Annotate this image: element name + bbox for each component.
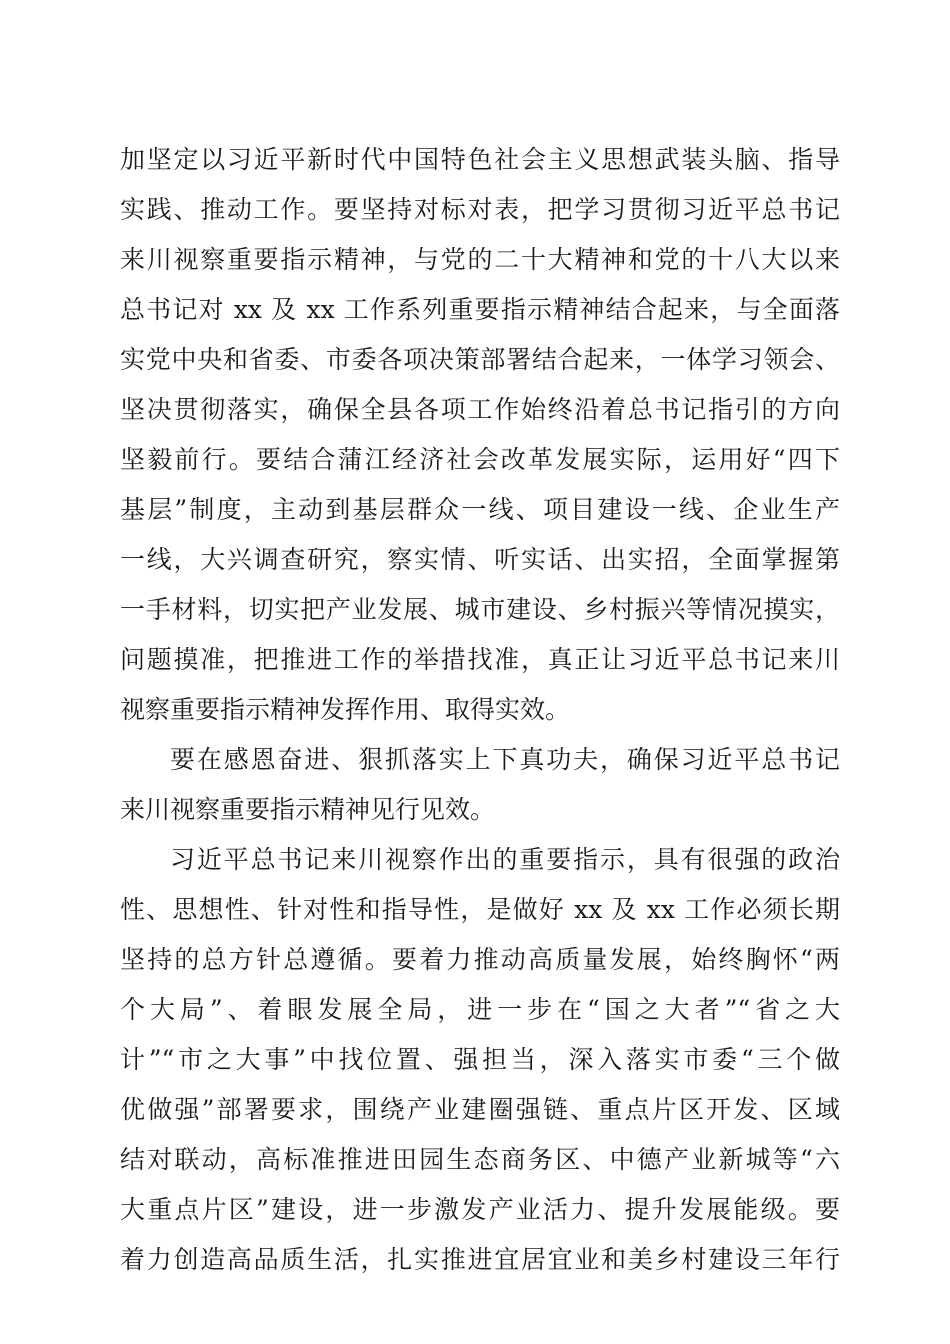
text-line: 总书记对 xx 及 xx 工作系列重要指示精神结合起来，与全面落 xyxy=(120,295,840,324)
text-line: 问题摸准，把推进工作的举措找准，真正让习近平总书记来川 xyxy=(120,645,840,674)
text-line: 个大局”、着眼发展全局，进一步在“国之大者”“省之大 xyxy=(120,995,840,1024)
text-line: 坚决贯彻落实，确保全县各项工作始终沿着总书记指引的方向 xyxy=(120,395,840,424)
text-line: 优做强”部署要求，围绕产业建圈强链、重点片区开发、区域 xyxy=(120,1095,840,1124)
text-line: 实践、推动工作。要坚持对标对表，把学习贯彻习近平总书记 xyxy=(120,195,840,224)
paragraph-first-line: 要在感恩奋进、狠抓落实上下真功夫，确保习近平总书记 xyxy=(170,745,840,774)
text-line: 坚持的总方针总遵循。要着力推动高质量发展，始终胸怀“两 xyxy=(120,945,840,974)
text-line: 视察重要指示精神发挥作用、取得实效。 xyxy=(120,695,571,724)
text-line: 来川视察重要指示精神见行见效。 xyxy=(120,795,496,824)
text-line: 大重点片区”建设，进一步激发产业活力、提升发展能级。要 xyxy=(120,1195,840,1224)
text-line: 一线，大兴调查研究，察实情、听实话、出实招，全面掌握第 xyxy=(120,545,840,574)
text-line: 实党中央和省委、市委各项决策部署结合起来，一体学习领会、 xyxy=(120,345,840,374)
paragraph-first-line: 习近平总书记来川视察作出的重要指示，具有很强的政治 xyxy=(170,845,840,874)
text-line: 坚毅前行。要结合蒲江经济社会改革发展实际，运用好“四下 xyxy=(120,445,840,474)
text-line: 来川视察重要指示精神，与党的二十大精神和党的十八大以来 xyxy=(120,245,840,274)
text-line: 结对联动，高标准推进田园生态商务区、中德产业新城等“六 xyxy=(120,1145,840,1174)
text-line: 着力创造高品质生活，扎实推进宜居宜业和美乡村建设三年行 xyxy=(120,1245,840,1274)
text-line: 一手材料，切实把产业发展、城市建设、乡村振兴等情况摸实， xyxy=(120,595,840,624)
text-line: 性、思想性、针对性和指导性，是做好 xx 及 xx 工作必须长期 xyxy=(120,895,840,924)
text-line: 计”“市之大事”中找位置、强担当，深入落实市委“三个做 xyxy=(120,1045,840,1074)
text-line: 加坚定以习近平新时代中国特色社会主义思想武装头脑、指导 xyxy=(120,145,840,174)
text-line: 基层”制度，主动到基层群众一线、项目建设一线、企业生产 xyxy=(120,495,840,524)
